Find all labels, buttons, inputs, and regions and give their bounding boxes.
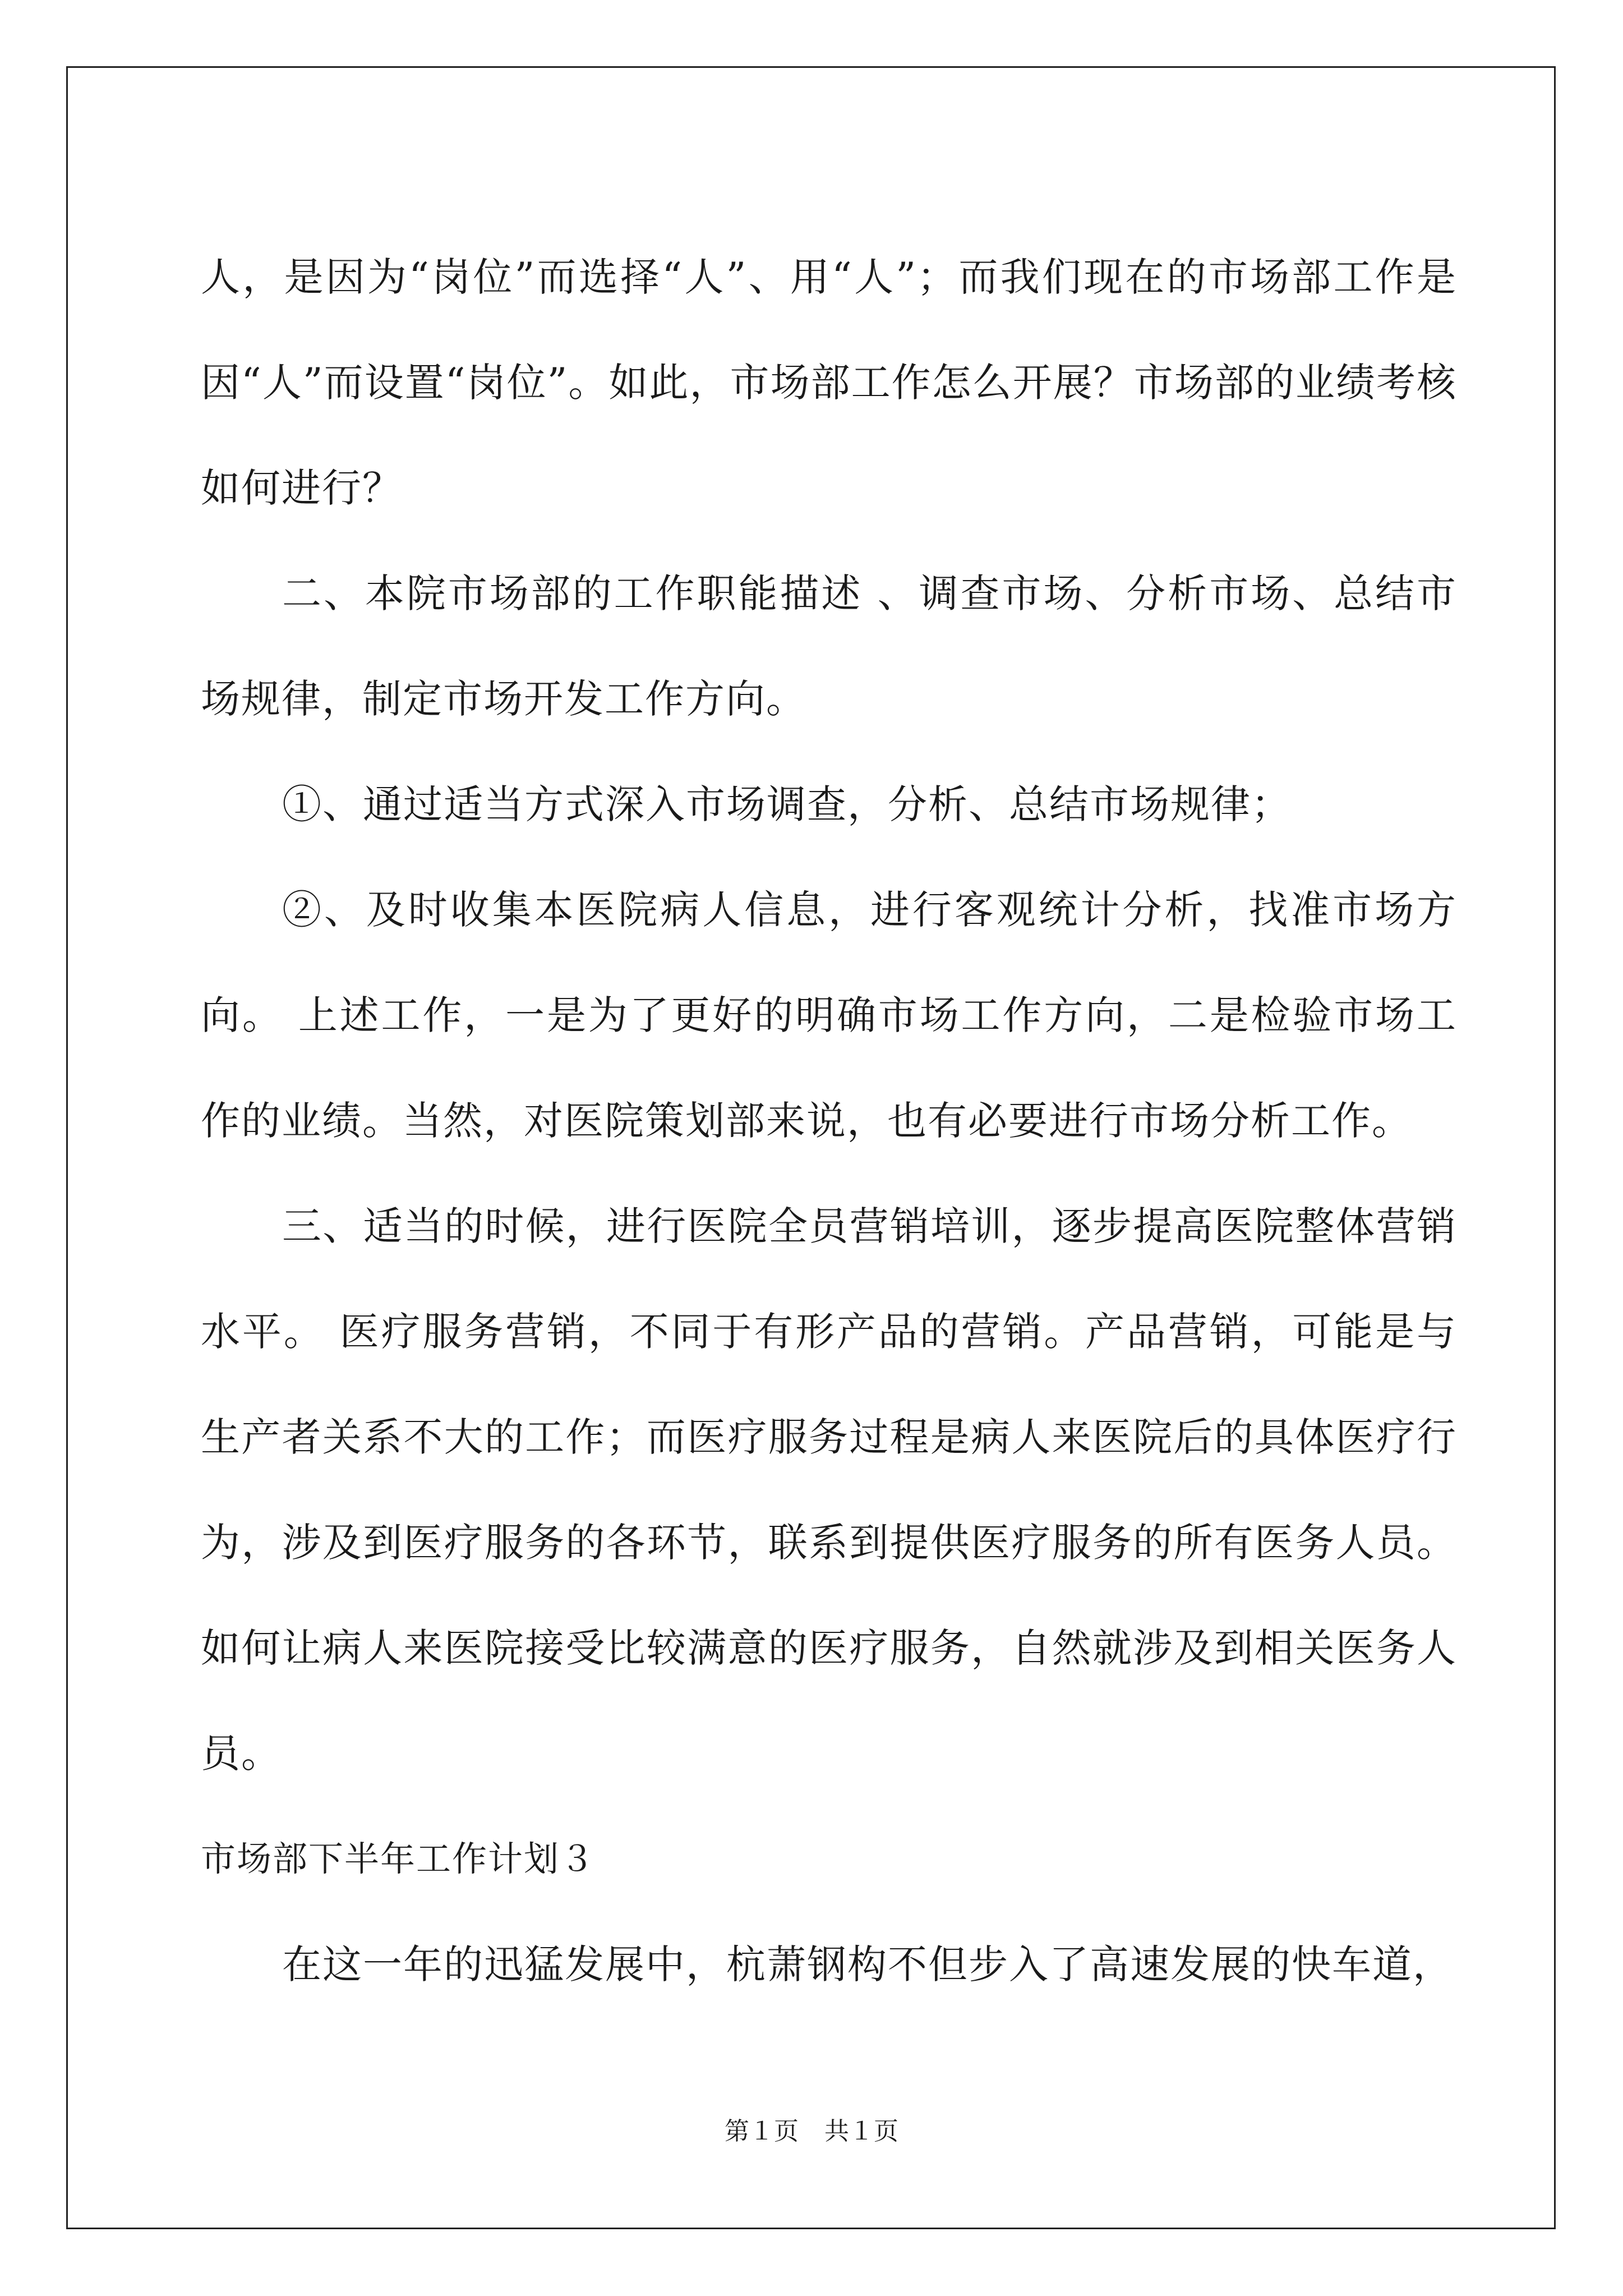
section-heading: 市场部下半年工作计划３ xyxy=(201,1838,596,1879)
page-footer xyxy=(0,2115,1623,2148)
page-total: 共１页 xyxy=(824,2117,898,2146)
page-number: 第１页 xyxy=(725,2117,799,2146)
paragraph-1: 人，是因为“岗位”而选择“人”、用“人”；而我们现在的市场部工作是因“人”而设置“岗位”。如此，市场部工作怎么开展？市场部的业绩考核如何进行？ xyxy=(201,254,1457,511)
paragraph-2: 二、本院市场部的工作职能描述 、调查市场、分析市场、总结市场规律，制定市场开发工作方向。 xyxy=(201,570,1457,722)
paragraph-4: ②、及时收集本医院病人信息，进行客观统计分析，找准市场方向。 上述工作，一是为了更好的明确市场工作方向，二是检验市场工作的业绩。当然，对医院策划部来说，也有必要进行市场分析工作。 xyxy=(201,887,1457,1144)
paragraph-5: 三、适当的时候，进行医院全员营销培训，逐步提高医院整体营销水平。 医疗服务营销，不同于有形产品的营销。产品营销，可能是与生产者关系不大的工作；而医疗服务过程是病人来医院后的具体医疗行为，涉及到医疗服务的各环节，联系到提供医疗服务的所有医务人员。如何让病人来医院接受比较满意的医疗服务，自然就涉及到相关医务人员。 xyxy=(201,1203,1457,1777)
paragraph-3: ①、通过适当方式深入市场调查，分析、总结市场规律； xyxy=(282,781,1292,827)
document-body xyxy=(201,224,1457,2017)
closing-paragraph: 在这一年的迅猛发展中，杭萧钢构不但步入了高速发展的快车道， xyxy=(282,1941,1453,1987)
